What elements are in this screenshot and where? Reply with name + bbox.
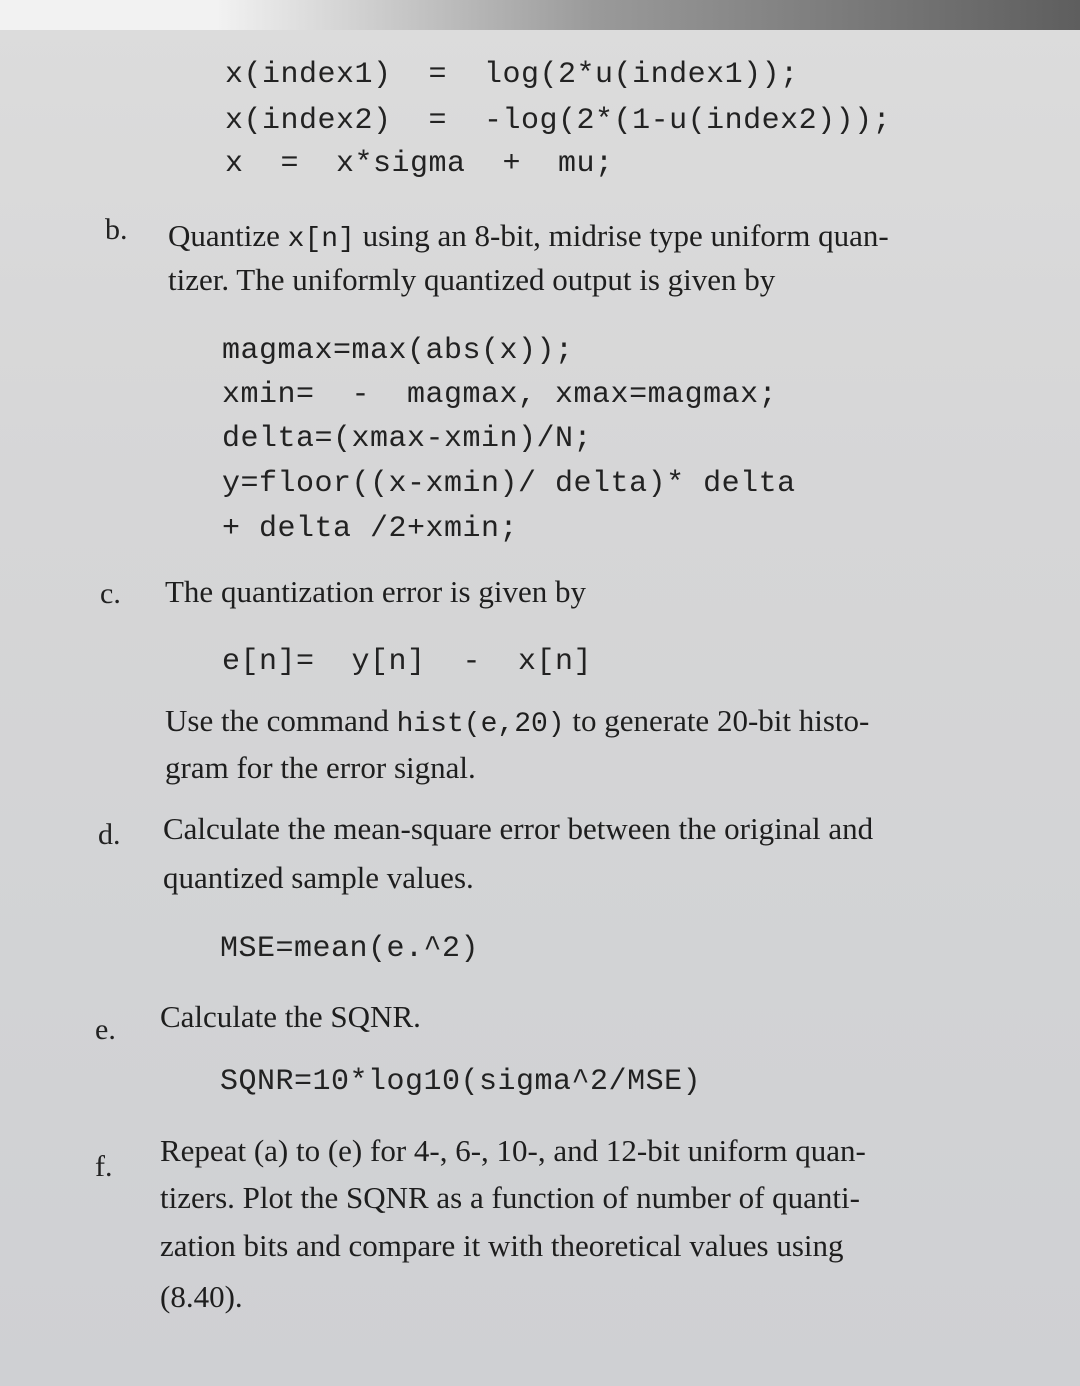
part-f-text-line1: Repeat (a) to (e) for 4-, 6-, 10-, and 12-bit uniform quan- xyxy=(160,1133,866,1168)
part-b-text-post: using an 8-bit, midrise type uniform quan- xyxy=(354,218,889,253)
code-line-delta-offset: + delta /2+xmin; xyxy=(222,512,519,546)
part-b-text-line2: tizer. The uniformly quantized output is given by xyxy=(168,262,776,297)
item-label-e: e. xyxy=(95,1013,116,1046)
page-top-shadow xyxy=(0,0,1080,30)
part-e-text-line1: Calculate the SQNR. xyxy=(160,999,421,1034)
code-line-index1: x(index1) = log(2*u(index1)); xyxy=(225,58,799,92)
part-d-text-line1: Calculate the mean-square error between the original and xyxy=(163,811,874,846)
equation-error: e[n]= y[n] - x[n] xyxy=(222,645,593,679)
part-c-text-line1: The quantization error is given by xyxy=(165,574,586,609)
item-label-d: d. xyxy=(98,818,121,851)
part-c-text-line3: gram for the error signal. xyxy=(165,750,476,785)
part-c-text-post: to generate 20-bit histo- xyxy=(564,703,870,738)
part-b-text-pre: Quantize xyxy=(168,218,288,253)
code-line-floor: y=floor((x-xmin)/ delta)* delta xyxy=(222,467,796,501)
part-b-inline-code-xn: x[n] xyxy=(287,224,355,255)
code-line-magmax: magmax=max(abs(x)); xyxy=(222,334,574,368)
code-line-sqnr: SQNR=10*log10(sigma^2/MSE) xyxy=(220,1065,702,1099)
part-f-text-line3: zation bits and compare it with theoretical values using xyxy=(160,1228,844,1263)
code-line-x-scale: x = x*sigma + mu; xyxy=(225,147,614,181)
part-c-text-pre: Use the command xyxy=(165,703,397,738)
code-line-mse: MSE=mean(e.^2) xyxy=(220,932,480,966)
code-line-index2: x(index2) = -log(2*(1-u(index2))); xyxy=(225,104,892,138)
code-line-delta: delta=(xmax-xmin)/N; xyxy=(222,422,593,456)
part-c-inline-code-hist: hist(e,20) xyxy=(396,709,565,740)
item-label-f: f. xyxy=(95,1150,113,1183)
item-label-c: c. xyxy=(100,577,121,610)
part-f-text-line4: (8.40). xyxy=(160,1279,243,1314)
part-c-text-line2 xyxy=(165,703,869,740)
part-d-text-line2: quantized sample values. xyxy=(163,860,474,895)
item-label-b: b. xyxy=(105,213,128,246)
part-b-text-line1 xyxy=(168,218,889,255)
part-f-text-line2: tizers. Plot the SQNR as a function of number of quanti- xyxy=(160,1180,860,1215)
code-line-xmin-xmax: xmin= - magmax, xmax=magmax; xyxy=(222,378,778,412)
